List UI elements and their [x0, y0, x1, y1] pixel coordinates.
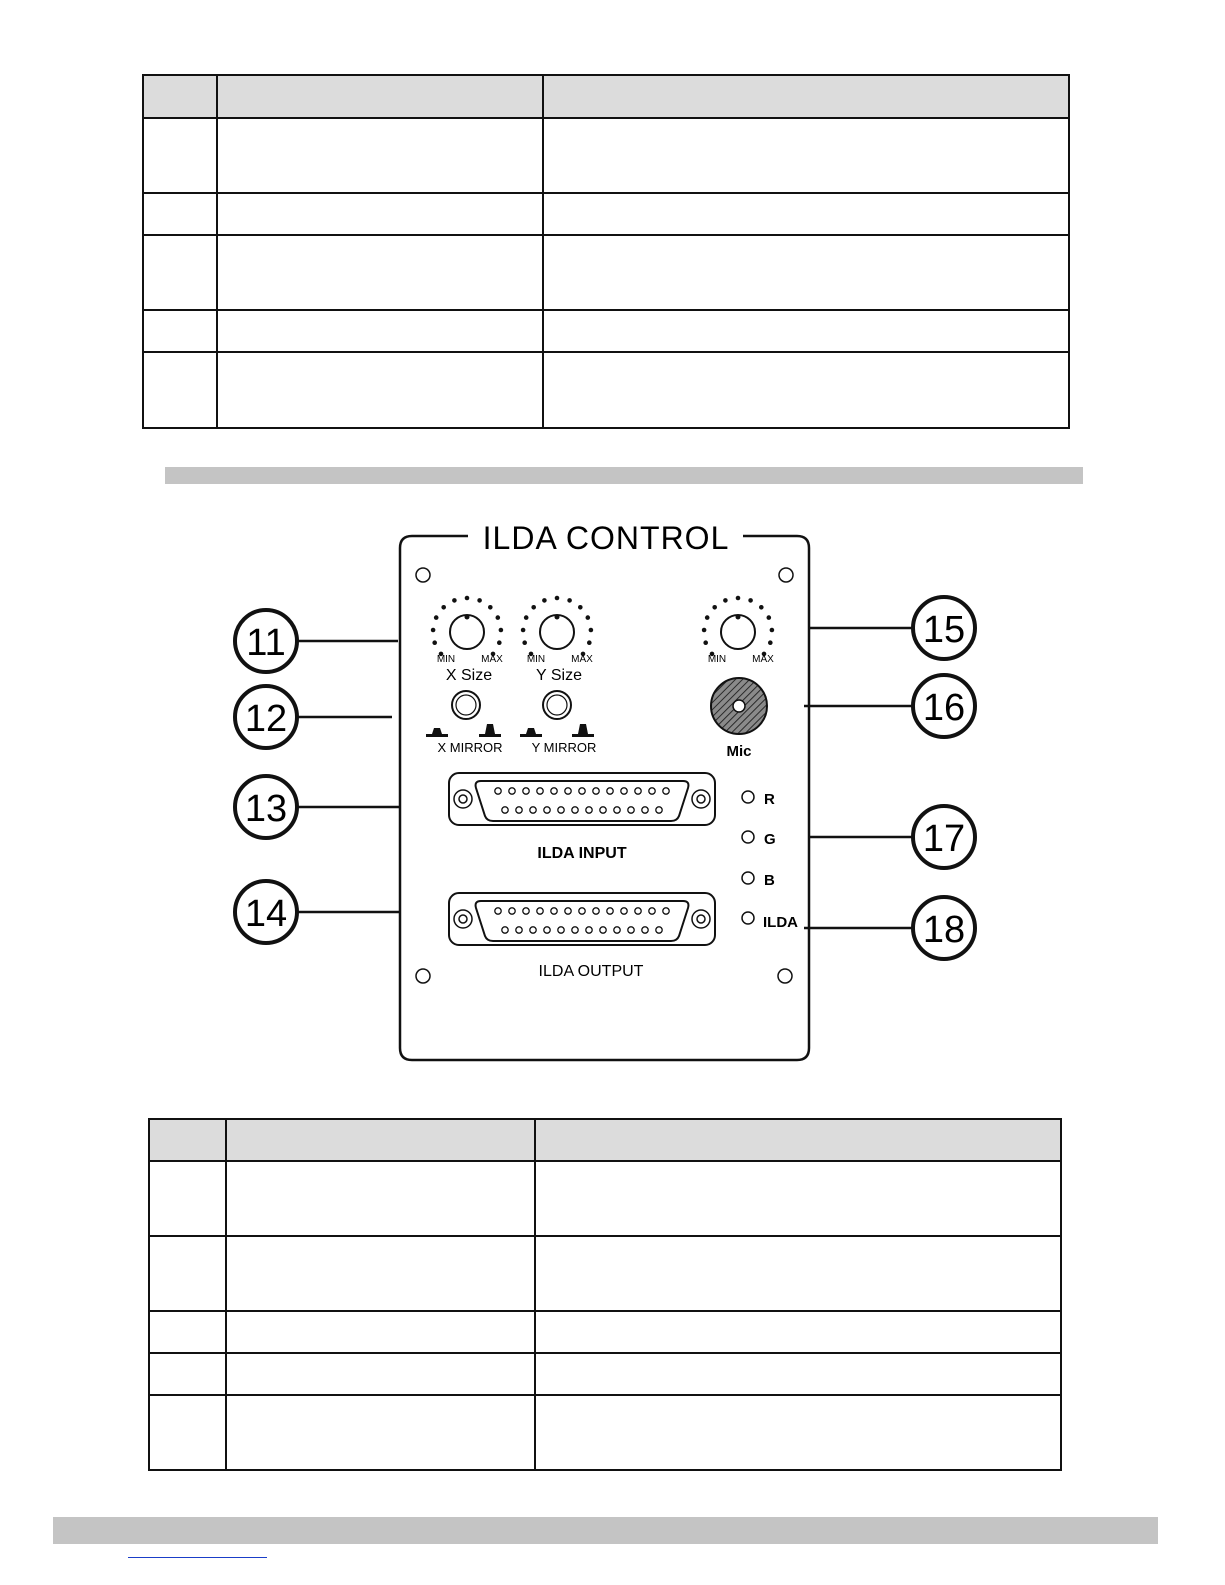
table-cell — [143, 75, 217, 118]
knob-scale-dot — [759, 605, 764, 610]
ilda-input-connector — [449, 773, 715, 825]
knob-scale-dot — [488, 605, 493, 610]
connector-pin — [509, 788, 515, 794]
connector-pin — [544, 927, 550, 933]
knob-max-label: MAX — [571, 654, 593, 665]
mounting-hole — [778, 969, 792, 983]
callout-15 — [913, 597, 975, 659]
svg-text:18: 18 — [922, 909, 966, 951]
switch-position-icon — [426, 724, 594, 737]
connector-pin — [593, 908, 599, 914]
connector-pin — [502, 807, 508, 813]
knob-scale-dot — [723, 598, 728, 603]
mounting-hole — [416, 969, 430, 983]
y-size-knob — [540, 615, 574, 649]
table-row — [143, 310, 1069, 352]
svg-text:15: 15 — [922, 609, 966, 651]
connector-pin — [516, 807, 522, 813]
connector-pin — [635, 788, 641, 794]
knob-scale-dot — [432, 640, 437, 645]
footer-bar — [53, 1517, 1158, 1544]
knob-scale-dot — [431, 628, 436, 633]
x-size-label: X Size — [445, 667, 493, 684]
table-row — [149, 1311, 1061, 1353]
knob-scale-dot — [578, 605, 583, 610]
table-cell — [217, 75, 543, 118]
connector-pin — [600, 927, 606, 933]
connector-pin — [621, 788, 627, 794]
level-knob — [721, 615, 755, 649]
knob-scale-dot — [555, 596, 560, 601]
callout-16 — [913, 675, 975, 737]
knob-scale-dot — [702, 628, 707, 633]
led-g-label: G — [764, 831, 776, 848]
table-row — [143, 193, 1069, 235]
knob-scale-dot — [587, 640, 592, 645]
knob-min-label: MIN — [707, 654, 727, 665]
callout-13 — [235, 776, 297, 838]
panel-title: ILDA CONTROL — [482, 520, 730, 556]
knob-scale-dot — [770, 628, 775, 633]
knob-scale-dot — [524, 615, 529, 620]
knob-scale-dot — [531, 605, 536, 610]
knob-scale-dot — [499, 628, 504, 633]
callout-14 — [235, 881, 297, 943]
connector-pin — [628, 807, 634, 813]
table-cell — [535, 1119, 1061, 1161]
top-table — [142, 74, 1070, 429]
connector-pin — [530, 807, 536, 813]
x-mirror-label: X MIRROR — [437, 740, 503, 755]
ilda-input-label: ILDA INPUT — [537, 845, 627, 862]
svg-text:14: 14 — [244, 893, 288, 935]
table-row — [149, 1161, 1061, 1236]
callout-11 — [235, 610, 297, 672]
connector-pin — [642, 927, 648, 933]
knob-scale-dot — [497, 640, 502, 645]
connector-pin — [600, 807, 606, 813]
led-ilda-label: ILDA — [763, 914, 798, 931]
connector-pin — [544, 807, 550, 813]
connector-pin — [642, 807, 648, 813]
table-row — [143, 235, 1069, 310]
connector-pin — [572, 927, 578, 933]
connector-pin — [656, 927, 662, 933]
y-mirror-label: Y MIRROR — [531, 740, 597, 755]
knob-scale-dot — [586, 615, 591, 620]
knob-scale-dot — [567, 598, 572, 603]
footer-link-underline[interactable] — [128, 1557, 267, 1558]
connector-pin — [509, 908, 515, 914]
table-row — [149, 1236, 1061, 1311]
knob-scale-dot — [465, 596, 470, 601]
led-r-label: R — [764, 791, 775, 808]
connector-pin — [502, 927, 508, 933]
connector-pin — [530, 927, 536, 933]
table-cell — [149, 1119, 226, 1161]
knob-scale-dot — [496, 615, 501, 620]
knob-scale-dot — [452, 598, 457, 603]
connector-pin — [558, 927, 564, 933]
connector-pin — [565, 788, 571, 794]
knob-scale-dot — [542, 598, 547, 603]
connector-pin — [586, 807, 592, 813]
svg-text:11: 11 — [246, 622, 286, 664]
connector-pin — [628, 927, 634, 933]
connector-pin — [537, 908, 543, 914]
connector-pin — [607, 788, 613, 794]
connector-pin — [551, 908, 557, 914]
knob-scale-dot — [522, 640, 527, 645]
led-g — [742, 831, 754, 843]
knob-scale-dot — [703, 640, 708, 645]
knob-scale-dot — [705, 615, 710, 620]
connector-pin — [551, 788, 557, 794]
table-header-row — [149, 1119, 1061, 1161]
mounting-hole — [779, 568, 793, 582]
connector-pin — [586, 927, 592, 933]
knob-scale-dot — [736, 596, 741, 601]
knob-max-label: MAX — [752, 654, 774, 665]
table-header-row — [143, 75, 1069, 118]
knob-min-label: MIN — [436, 654, 456, 665]
svg-text:16: 16 — [922, 687, 966, 729]
callout-17 — [913, 806, 975, 868]
callout-18 — [913, 897, 975, 959]
table-row — [149, 1353, 1061, 1395]
led-r — [742, 791, 754, 803]
table-row — [149, 1395, 1061, 1470]
y-size-label: Y Size — [536, 667, 582, 684]
connector-pin — [579, 908, 585, 914]
bottom-table — [148, 1118, 1062, 1471]
knob-scale-dot — [477, 598, 482, 603]
ilda-control-panel-diagram — [0, 500, 1225, 1080]
table-row — [143, 118, 1069, 193]
knob-scale-dot — [748, 598, 753, 603]
knob-scale-dot — [434, 615, 439, 620]
table-row — [143, 352, 1069, 428]
callout-12 — [235, 686, 297, 748]
led-ilda — [742, 912, 754, 924]
mic-label: Mic — [726, 743, 752, 760]
connector-pin — [649, 788, 655, 794]
connector-pin — [523, 908, 529, 914]
mounting-hole — [416, 568, 430, 582]
knob-min-label: MIN — [526, 654, 546, 665]
connector-pin — [649, 908, 655, 914]
connector-pin — [663, 908, 669, 914]
knob-scale-dot — [767, 615, 772, 620]
svg-text:12: 12 — [244, 698, 288, 740]
connector-pin — [516, 927, 522, 933]
knob-scale-dot — [712, 605, 717, 610]
connector-pin — [558, 807, 564, 813]
connector-pin — [537, 788, 543, 794]
connector-pin — [579, 788, 585, 794]
connector-pin — [593, 788, 599, 794]
connector-pin — [663, 788, 669, 794]
connector-pin — [565, 908, 571, 914]
knob-max-label: MAX — [481, 654, 503, 665]
connector-pin — [614, 927, 620, 933]
knob-scale-dot — [768, 640, 773, 645]
connector-pin — [572, 807, 578, 813]
connector-pin — [607, 908, 613, 914]
table-cell — [543, 75, 1069, 118]
table-cell — [226, 1119, 535, 1161]
connector-pin — [495, 908, 501, 914]
knob-scale-dot — [589, 628, 594, 633]
led-b-label: B — [764, 872, 775, 889]
knob-scale-dot — [521, 628, 526, 633]
section-separator-bar — [165, 467, 1083, 484]
connector-pin — [635, 908, 641, 914]
led-b — [742, 872, 754, 884]
connector-pin — [523, 788, 529, 794]
ilda-output-connector — [449, 893, 715, 945]
connector-pin — [495, 788, 501, 794]
knob-scale-dot — [441, 605, 446, 610]
connector-pin — [621, 908, 627, 914]
ilda-output-label: ILDA OUTPUT — [538, 963, 644, 980]
connector-pin — [614, 807, 620, 813]
x-size-knob — [450, 615, 484, 649]
connector-pin — [656, 807, 662, 813]
svg-text:17: 17 — [922, 818, 966, 860]
svg-text:13: 13 — [244, 788, 288, 830]
